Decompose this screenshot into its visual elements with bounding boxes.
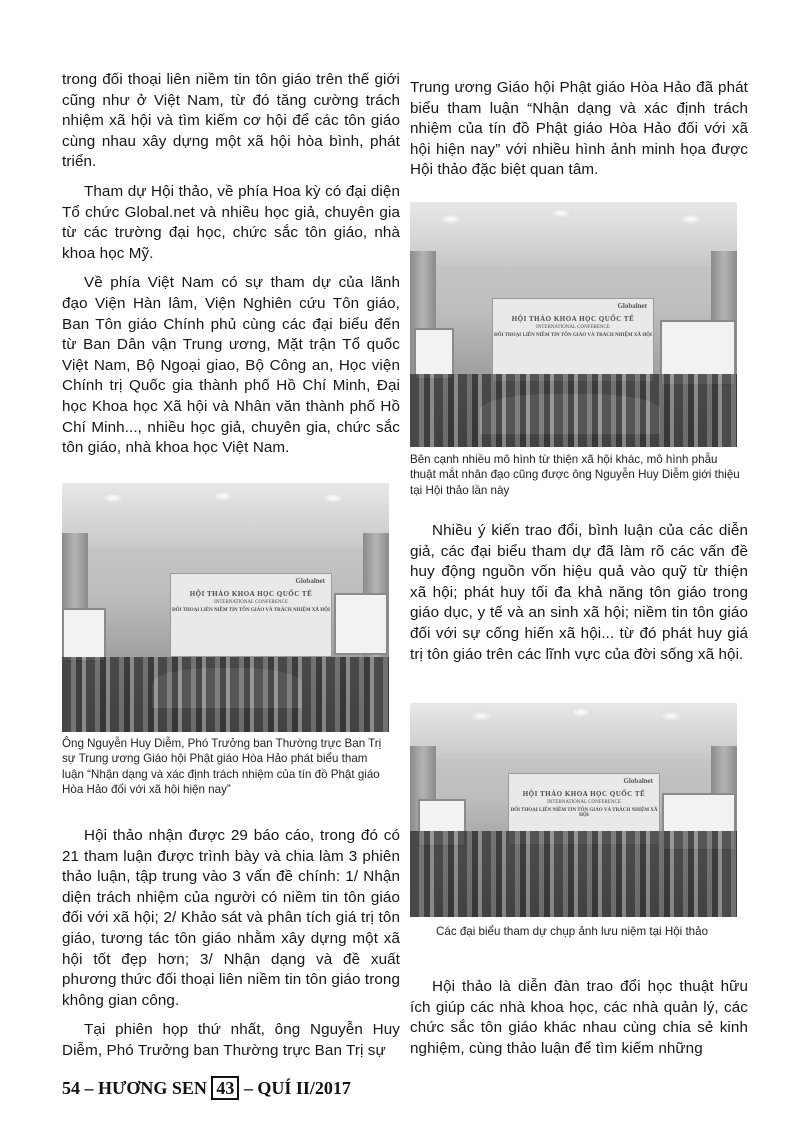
footer-dash: – [243,1078,253,1098]
banner-title: HỘI THẢO KHOA HỌC QUỐC TẾ [511,315,635,323]
photo-caption: Các đại biểu tham dự chụp ảnh lưu niệm tại Hội thảo [436,925,709,938]
paragraph: Về phía Việt Nam có sự tham dự của lãnh đạo Viện Hàn lâm, Viện Nghiên cứu Tôn giáo, Ban Tôn giáo Chính phủ cùng các đại biểu đến từ Ban Dân vận Trung ương, Mặt trận Tổ quốc Việt Nam, Bộ Ngoại giao, Bộ Công an, Học viện Chính trị Quốc gia thành phố Hồ Chí Minh, Đại học Khoa học Xã hội và Nhân văn thành phố Hồ Chí Minh..., nhiều học giả, chuyên gia, chức sắc tôn giáo, nhà khoa học Việt Nam. [62,274,400,457]
banner-subtitle: INTERNATIONAL CONFERENCE [547,800,621,805]
page-number: 54 [62,1078,80,1098]
footer-dash: – [84,1078,94,1098]
paragraph: Tại phiên họp thứ nhất, ông Nguyễn Huy Diễm, Phó Trưởng ban Thường trực Ban Trị sự [62,1021,400,1059]
logo: Globalnet [617,302,647,310]
left-column-lower [62,826,400,1062]
conference-hall-photo [410,202,737,447]
paragraph: trong đối thoại liên niềm tin tôn giáo trên thế giới cũng như ở Việt Nam, từ đó tăng cường trách nhiệm xã hội và tìm kiếm cơ hội để các tôn giáo cùng nhau xây dựng một xã hội hòa bình, phát triển. [62,71,400,171]
banner-title: HỘI THẢO KHOA HỌC QUỐC TẾ [522,790,646,798]
banner-topic: ĐỐI THOẠI LIÊN NIỀM TIN TÔN GIÁO VÀ TRÁCH NHIỆM XÃ HỘI [510,808,658,818]
right-column-middle [410,521,748,665]
banner-subtitle: INTERNATIONAL CONFERENCE [536,325,610,330]
banner-topic: ĐỐI THOẠI LIÊN NIỀM TIN TÔN GIÁO VÀ TRÁCH NHIỆM XÃ HỘI [171,608,331,613]
right-column-lower [410,977,748,1059]
paragraph: Nhiều ý kiến trao đổi, bình luận của các diễn giả, các đại biểu tham dự đã làm rõ các vấn đề huy động nguồn vốn hiệu quả vào quỹ từ thiện xã hội; phát huy tối đa khả năng tôn giáo trong giáo dục, y tế và an sinh xã hội; niềm tin tôn giáo đối với sự cống hiến xã hội... từ đó phát huy giá trị tôn giáo trên các lĩnh vực của đời sống xã hội. [410,522,748,663]
logo: Globalnet [295,577,325,585]
banner-topic: ĐỐI THOẠI LIÊN NIỀM TIN TÔN GIÁO VÀ TRÁCH NHIỆM XÃ HỘI [493,333,653,338]
photo-caption: Ông Nguyễn Huy Diễm, Phó Trưởng ban Thường trực Ban Trị sự Trung ương Giáo hội Phật giáo Hòa Hảo phát biểu tham luận “Nhận dạng và xác định trách nhiệm của tín đồ Phật giáo Hòa Hảo đối với xã hội hiện nay” [62,737,382,797]
banner-subtitle: INTERNATIONAL CONFERENCE [214,600,288,605]
paragraph: Trung ương Giáo hội Phật giáo Hòa Hảo đã phát biểu tham luận “Nhận dạng và xác định trách nhiệm của tín đồ Phật giáo Hòa Hảo đối với xã hội hiện nay” với nhiều hình ảnh minh họa được Hội thảo đặc biệt quan tâm. [410,79,748,179]
issue-number: 43 [211,1076,239,1100]
paragraph: Hội thảo là diễn đàn trao đổi học thuật hữu ích giúp các nhà khoa học, các nhà quản lý, các chức sắc tôn giáo khác nhau cùng chia sẻ kinh nghiệm, cùng thảo luận để tìm kiếm những [410,978,748,1057]
conference-speaker-photo [62,483,389,732]
paragraph: Hội thảo nhận được 29 báo cáo, trong đó có 21 tham luận được trình bày và chia làm 3 phiên thảo luận, tập trung vào 3 vấn đề chính: 1/ Nhận diện trách nhiệm của người có niềm tin tôn giáo đối với xã hội; 2/ Khảo sát và phân tích giá trị tôn giáo, tương tác tôn giáo nhằm xây dựng một xã hội tốt đẹp hơn; 3/ Nhận dạng và đề xuất phương thức đối thoại liên niềm tin tôn giáo trong không gian công. [62,827,400,1009]
right-column [410,78,748,181]
issue-period: QUÍ II/2017 [257,1078,351,1098]
left-column [62,70,400,459]
group-photo [410,703,737,917]
logo: Globalnet [623,777,653,785]
paragraph: Tham dự Hội thảo, về phía Hoa kỳ có đại diện Tổ chức Global.net và nhiều học giả, chuyên gia từ các trường đại học, chức sắc tôn giáo, nhà khoa học Mỹ. [62,182,400,262]
page-footer [62,1076,351,1100]
banner-title: HỘI THẢO KHOA HỌC QUỐC TẾ [189,590,313,598]
magazine-name: HƯƠNG SEN [98,1078,207,1098]
photo-caption: Bên cạnh nhiều mô hình từ thiện xã hội khác, mô hình phẫu thuật mắt nhân đạo cũng được ông Nguyễn Huy Diễm giới thiệu tại Hội thảo lần này [410,453,740,497]
